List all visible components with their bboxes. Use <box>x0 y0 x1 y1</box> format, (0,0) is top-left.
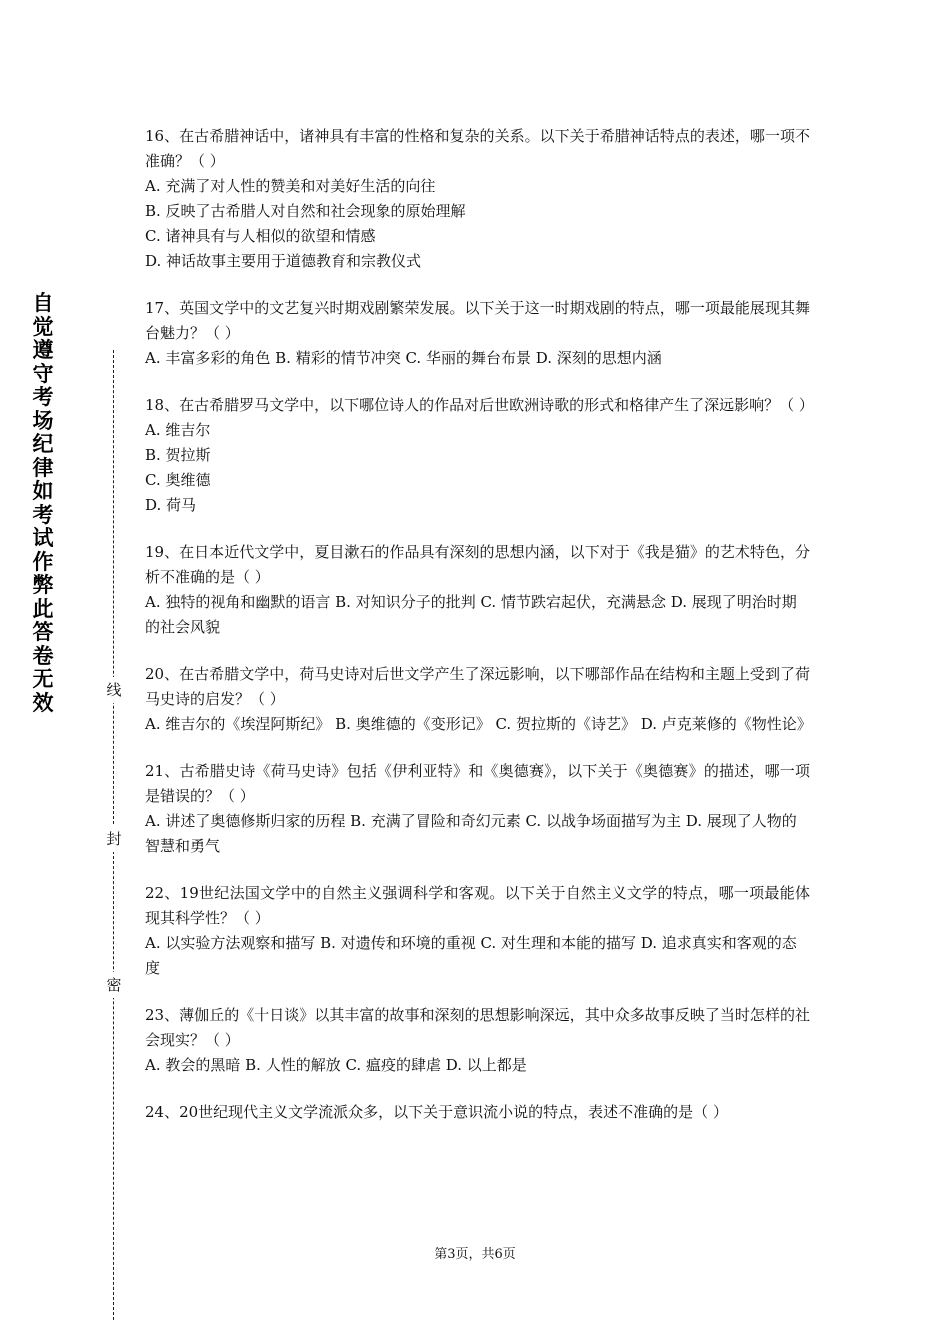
options-inline: A. 维吉尔的《埃涅阿斯纪》 B. 奥维德的《变形记》 C. 贺拉斯的《诗艺》 D. 卢克莱修的《物性论》 <box>145 715 812 733</box>
question-21 <box>145 759 810 859</box>
question-stem: 16、在古希腊神话中，诸神具有丰富的性格和复杂的关系。以下关于希腊神话特点的表述，哪一项不准确？（ ） <box>145 127 810 170</box>
option-c: C. 诸神具有与人相似的欲望和情感 <box>145 227 376 245</box>
binding-label-secret: 密 <box>105 972 123 998</box>
question-16 <box>145 124 810 274</box>
question-18 <box>145 393 814 518</box>
question-20 <box>145 662 810 737</box>
option-c: C. 奥维德 <box>145 471 211 489</box>
question-23 <box>145 1003 810 1078</box>
question-stem: 21、古希腊史诗《荷马史诗》包括《伊利亚特》和《奥德赛》，以下关于《奥德赛》的描述，哪一项是错误的？（ ） <box>145 762 810 805</box>
question-stem: 23、薄伽丘的《十日谈》以其丰富的故事和深刻的思想影响深远，其中众多故事反映了当时怎样的社会现实？（ ） <box>145 1006 810 1049</box>
option-b: B. 贺拉斯 <box>145 446 211 464</box>
binding-label-line: 线 <box>105 677 123 703</box>
page-number: 第3页，共6页 <box>434 1247 516 1262</box>
question-stem: 17、英国文学中的文艺复兴时期戏剧繁荣发展。以下关于这一时期戏剧的特点，哪一项最能展现其舞台魅力？（ ） <box>145 299 810 342</box>
option-d: D. 神话故事主要用于道德教育和宗教仪式 <box>145 252 422 270</box>
options-inline: A. 丰富多彩的角色 B. 精彩的情节冲突 C. 华丽的舞台布景 D. 深刻的思想内涵 <box>145 349 662 367</box>
option-d: D. 荷马 <box>145 496 197 514</box>
options-inline: A. 以实验方法观察和描写 B. 对遗传和环境的重视 C. 对生理和本能的描写 D. 追求真实和客观的态度 <box>145 934 797 977</box>
option-a: A. 维吉尔 <box>145 421 211 439</box>
binding-label-seal: 封 <box>105 826 123 852</box>
question-17 <box>145 296 810 371</box>
options-inline: A. 独特的视角和幽默的语言 B. 对知识分子的批判 C. 情节跌宕起伏，充满悬念 D. 展现了明治时期的社会风貌 <box>145 593 797 636</box>
options-inline: A. 教会的黑暗 B. 人性的解放 C. 瘟疫的肆虐 D. 以上都是 <box>145 1056 527 1074</box>
question-stem: 22、19世纪法国文学中的自然主义强调科学和客观。以下关于自然主义文学的特点，哪一项最能体现其科学性？（ ） <box>145 884 810 927</box>
question-24 <box>145 1100 810 1125</box>
exam-discipline-warning: 自觉遵守考场纪律如考试作弊此答卷无效 <box>32 291 54 715</box>
option-b: B. 反映了古希腊人对自然和社会现象的原始理解 <box>145 202 466 220</box>
question-list <box>145 124 814 1147</box>
question-stem: 24、20世纪现代主义文学流派众多，以下关于意识流小说的特点，表述不准确的是（ ） <box>145 1103 728 1121</box>
question-22 <box>145 881 810 981</box>
option-a: A. 充满了对人性的赞美和对美好生活的向往 <box>145 177 436 195</box>
question-stem: 19、在日本近代文学中，夏目漱石的作品具有深刻的思想内涵，以下对于《我是猫》的艺术特色，分析不准确的是（ ） <box>145 543 810 586</box>
question-stem: 18、在古希腊罗马文学中，以下哪位诗人的作品对后世欧洲诗歌的形式和格律产生了深远影响？（ ） <box>145 396 814 414</box>
question-19 <box>145 540 810 640</box>
question-stem: 20、在古希腊文学中，荷马史诗对后世文学产生了深远影响，以下哪部作品在结构和主题上受到了荷马史诗的启发？（ ） <box>145 665 810 708</box>
options-inline: A. 讲述了奥德修斯归家的历程 B. 充满了冒险和奇幻元素 C. 以战争场面描写为主 D. 展现了人物的智慧和勇气 <box>145 812 797 855</box>
